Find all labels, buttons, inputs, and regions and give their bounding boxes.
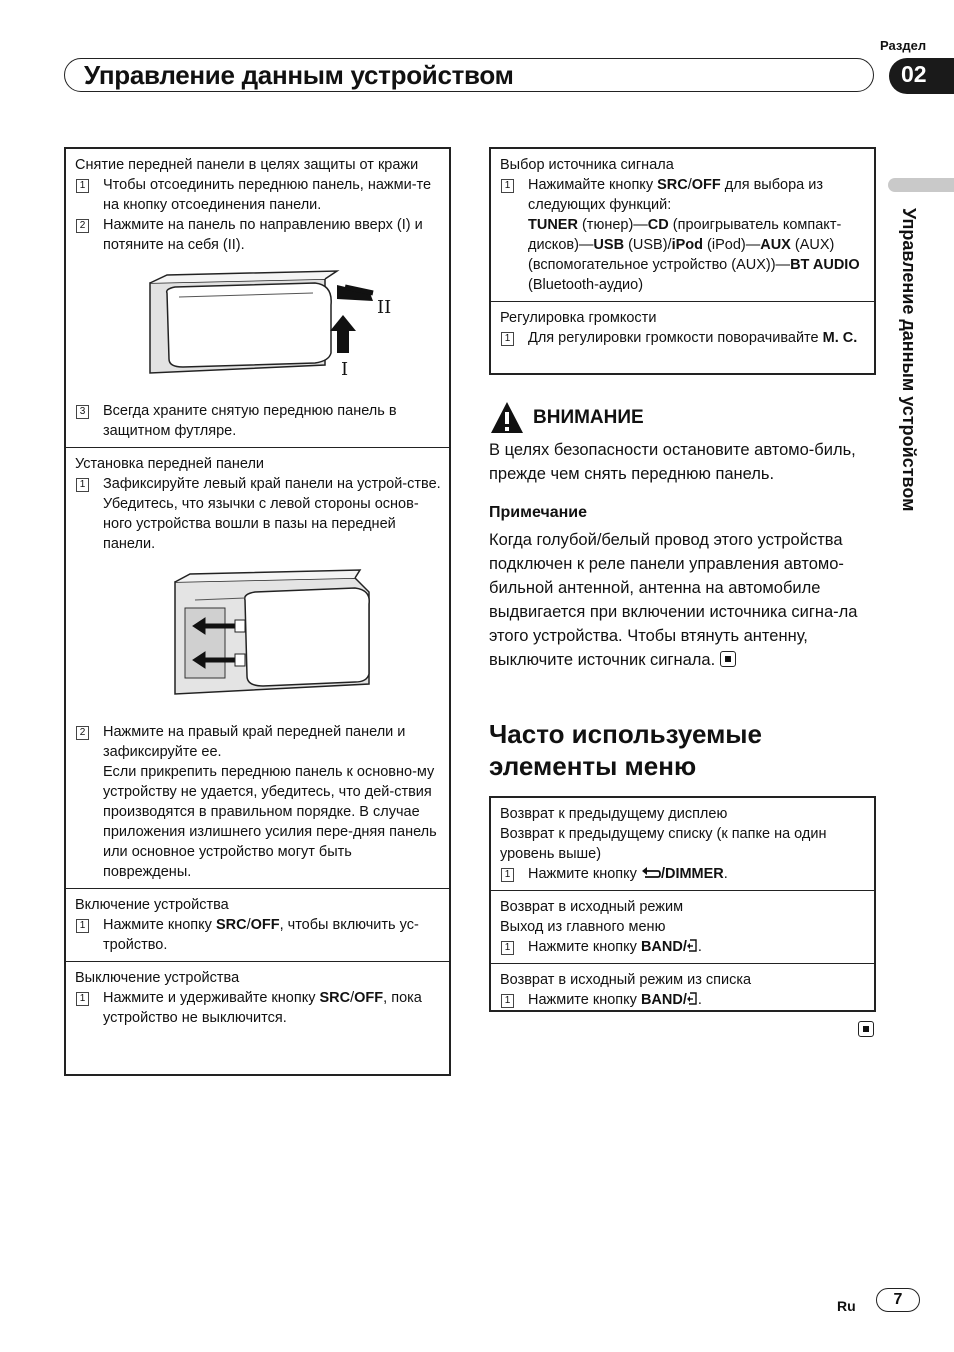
install-step1-note: Убедитесь, что язычки с левой стороны основ-ного устройства вошли в пазы на передней панели. bbox=[103, 496, 419, 552]
text-part: Нажмите кнопку bbox=[528, 992, 641, 1008]
step-number: 2 bbox=[76, 219, 89, 233]
install-step-1 bbox=[75, 474, 441, 554]
note-block bbox=[489, 504, 879, 672]
step-text bbox=[528, 937, 866, 957]
text-part: (тюнер)— bbox=[577, 217, 648, 233]
menu-step bbox=[500, 864, 866, 884]
step-text bbox=[528, 175, 866, 295]
text-part: (проигрыватель компакт-дисков)— bbox=[528, 217, 842, 253]
menu-step bbox=[500, 990, 866, 1010]
source-name: BT AUDIO bbox=[790, 257, 860, 273]
text-part: , чтобы включить ус-тройство. bbox=[103, 917, 419, 953]
menu-row-back bbox=[491, 798, 874, 891]
volume-heading: Регулировка громкости bbox=[500, 310, 657, 326]
step-text bbox=[103, 988, 441, 1028]
install-section bbox=[66, 448, 449, 889]
install-step2-note: Если прикрепить переднюю панель к основно-му устройству не удается, убедитесь, что дей-ствия производятся в правильном порядке. В случае приложения излишнего усилия пере-дняя панель или основное устройство могут быть повреждены. bbox=[103, 764, 437, 880]
source-name: AUX bbox=[760, 237, 791, 253]
step-number: 1 bbox=[76, 478, 89, 492]
power-on-heading: Включение устройства bbox=[75, 897, 229, 913]
text-part: , пока устройство не выключится. bbox=[103, 990, 422, 1026]
page-title: Управление данным устройством bbox=[84, 60, 514, 90]
panel-install-illustration bbox=[75, 564, 441, 714]
menu-row-line1: Возврат в исходный режим из списка bbox=[500, 972, 752, 988]
page-number: 7 bbox=[876, 1288, 920, 1312]
text-part: для выбора из следующих функций: bbox=[528, 177, 823, 213]
step-text bbox=[528, 864, 866, 884]
text-part: Для регулировки громкости поворачивайте bbox=[528, 330, 823, 346]
side-tab bbox=[888, 178, 954, 192]
step-text bbox=[103, 722, 441, 882]
step-number: 1 bbox=[76, 992, 89, 1006]
caution-text: В целях безопасности остановите автомо-биль, прежде чем снять переднюю панель. bbox=[489, 441, 856, 483]
menu-section-title: Часто используемые элементы меню bbox=[489, 719, 762, 781]
menu-row-line2: Возврат к предыдущему списку (к папке на один уровень выше) bbox=[500, 826, 827, 862]
panel-removal-svg bbox=[75, 265, 443, 395]
power-off-step bbox=[75, 988, 441, 1028]
key-label: /DIMMER bbox=[660, 866, 724, 882]
text-part: Нажимайте кнопку bbox=[528, 177, 658, 193]
key-label: OFF bbox=[691, 177, 721, 193]
warning-icon bbox=[489, 400, 525, 436]
install-step1-text: Зафиксируйте левый край панели на устрой-стве. bbox=[103, 476, 441, 492]
menu-row-line2: Выход из главного меню bbox=[500, 919, 666, 935]
step-number: 3 bbox=[76, 405, 89, 419]
power-off-section bbox=[66, 962, 449, 1034]
key-label: BAND/ bbox=[640, 939, 687, 955]
step-number: 2 bbox=[76, 726, 89, 740]
step-number: 1 bbox=[501, 179, 514, 193]
menu-row-line1: Возврат к предыдущему дисплею bbox=[500, 806, 728, 822]
section-label: Раздел bbox=[880, 38, 927, 53]
menu-row-line1: Возврат в исходный режим bbox=[500, 899, 684, 915]
source-name: iPod bbox=[671, 237, 703, 253]
section-number: 02 bbox=[889, 58, 954, 94]
text-part: . bbox=[723, 866, 728, 882]
fig-label-2: II bbox=[377, 297, 392, 318]
panel-removal-illustration bbox=[75, 265, 441, 395]
step-number: 1 bbox=[501, 994, 514, 1008]
text-part: / bbox=[246, 917, 251, 933]
removal-section bbox=[66, 149, 449, 448]
right-instruction-box bbox=[489, 147, 876, 375]
step-text: Чтобы отсоединить переднюю панель, нажми-те на кнопку отсоединения панели. bbox=[103, 177, 432, 213]
menu-row-home bbox=[491, 891, 874, 964]
key-label: SRC bbox=[319, 990, 351, 1006]
step-number: 1 bbox=[76, 179, 89, 193]
step-text: Нажмите на панель по направлению вверх (I) и потяните на себя (II). bbox=[103, 217, 423, 253]
key-label: SRC bbox=[215, 917, 247, 933]
source-section bbox=[491, 149, 874, 302]
key-label: OFF bbox=[250, 917, 280, 933]
install-step2-text: Нажмите на правый край передней панели и зафиксируйте ее. bbox=[103, 724, 406, 760]
power-off-heading: Выключение устройства bbox=[75, 970, 240, 986]
caution-title: ВНИМАНИЕ bbox=[533, 407, 644, 428]
removal-step-2 bbox=[75, 215, 441, 255]
volume-step bbox=[500, 328, 866, 348]
removal-heading: Снятие передней панели в целях защиты от кражи bbox=[75, 157, 419, 173]
panel-install-svg bbox=[75, 564, 443, 714]
text-part: (iPod)— bbox=[703, 237, 761, 253]
source-name: CD bbox=[647, 217, 669, 233]
install-step-2 bbox=[75, 722, 441, 882]
menu-row-home-from-list bbox=[491, 964, 874, 1016]
source-heading: Выбор источника сигнала bbox=[500, 157, 674, 173]
text-part: (USB)/ bbox=[624, 237, 672, 253]
text-part: Нажмите кнопку bbox=[528, 939, 641, 955]
note-body bbox=[489, 528, 879, 672]
step-text bbox=[528, 328, 866, 348]
step-text: Всегда храните снятую переднюю панель в защитном футляре. bbox=[103, 403, 397, 439]
key-label: M. C. bbox=[822, 330, 858, 346]
removal-step-3 bbox=[75, 401, 441, 441]
caution-block bbox=[489, 400, 876, 486]
removal-step-1 bbox=[75, 175, 441, 215]
install-heading: Установка передней панели bbox=[75, 456, 265, 472]
text-part: / bbox=[687, 177, 692, 193]
text-part: (Bluetooth-аудио) bbox=[528, 277, 644, 293]
menu-step bbox=[500, 937, 866, 957]
escape-icon bbox=[687, 992, 698, 1005]
text-part: (AUX) (вспомогательное устройство (AUX))— bbox=[528, 237, 835, 273]
caution-header bbox=[489, 400, 876, 436]
back-arrow-icon bbox=[641, 867, 661, 879]
key-label: BAND/ bbox=[640, 992, 687, 1008]
volume-section bbox=[491, 302, 874, 354]
step-text bbox=[103, 915, 441, 955]
source-name: TUNER bbox=[528, 217, 578, 233]
text-part: Нажмите кнопку bbox=[528, 866, 641, 882]
left-instruction-box bbox=[64, 147, 451, 1076]
side-title: Управление данным устройством bbox=[899, 208, 919, 512]
source-step bbox=[500, 175, 866, 295]
source-name: USB bbox=[593, 237, 625, 253]
step-number: 1 bbox=[501, 941, 514, 955]
escape-icon bbox=[687, 939, 698, 952]
menu-box bbox=[489, 796, 876, 1012]
power-on-step bbox=[75, 915, 441, 955]
step-number: 1 bbox=[501, 332, 514, 346]
note-title: Примечание bbox=[489, 504, 588, 521]
text-part: Нажмите и удерживайте кнопку bbox=[103, 990, 320, 1006]
step-number: 1 bbox=[501, 868, 514, 882]
language-label: Ru bbox=[837, 1298, 856, 1314]
note-text: Когда голубой/белый провод этого устройства подключен к реле панели управления автомо-бильной антенной, антенна на автомобиле выдвигается при включении источника сигна-ла этого устройства. Чтобы втянуть антенну, выключите источник сигнала. bbox=[489, 531, 858, 669]
end-mark-icon bbox=[720, 651, 736, 667]
text-part: . bbox=[697, 992, 702, 1008]
end-mark-icon bbox=[858, 1021, 874, 1037]
key-label: OFF bbox=[354, 990, 384, 1006]
fig-label-1: I bbox=[341, 359, 349, 380]
step-text bbox=[103, 474, 441, 554]
text-part: Нажмите кнопку bbox=[103, 917, 216, 933]
key-label: SRC bbox=[657, 177, 688, 193]
step-number: 1 bbox=[76, 919, 89, 933]
step-text bbox=[528, 990, 866, 1010]
power-on-section bbox=[66, 889, 449, 962]
text-part: . bbox=[697, 939, 702, 955]
text-part: / bbox=[350, 990, 355, 1006]
